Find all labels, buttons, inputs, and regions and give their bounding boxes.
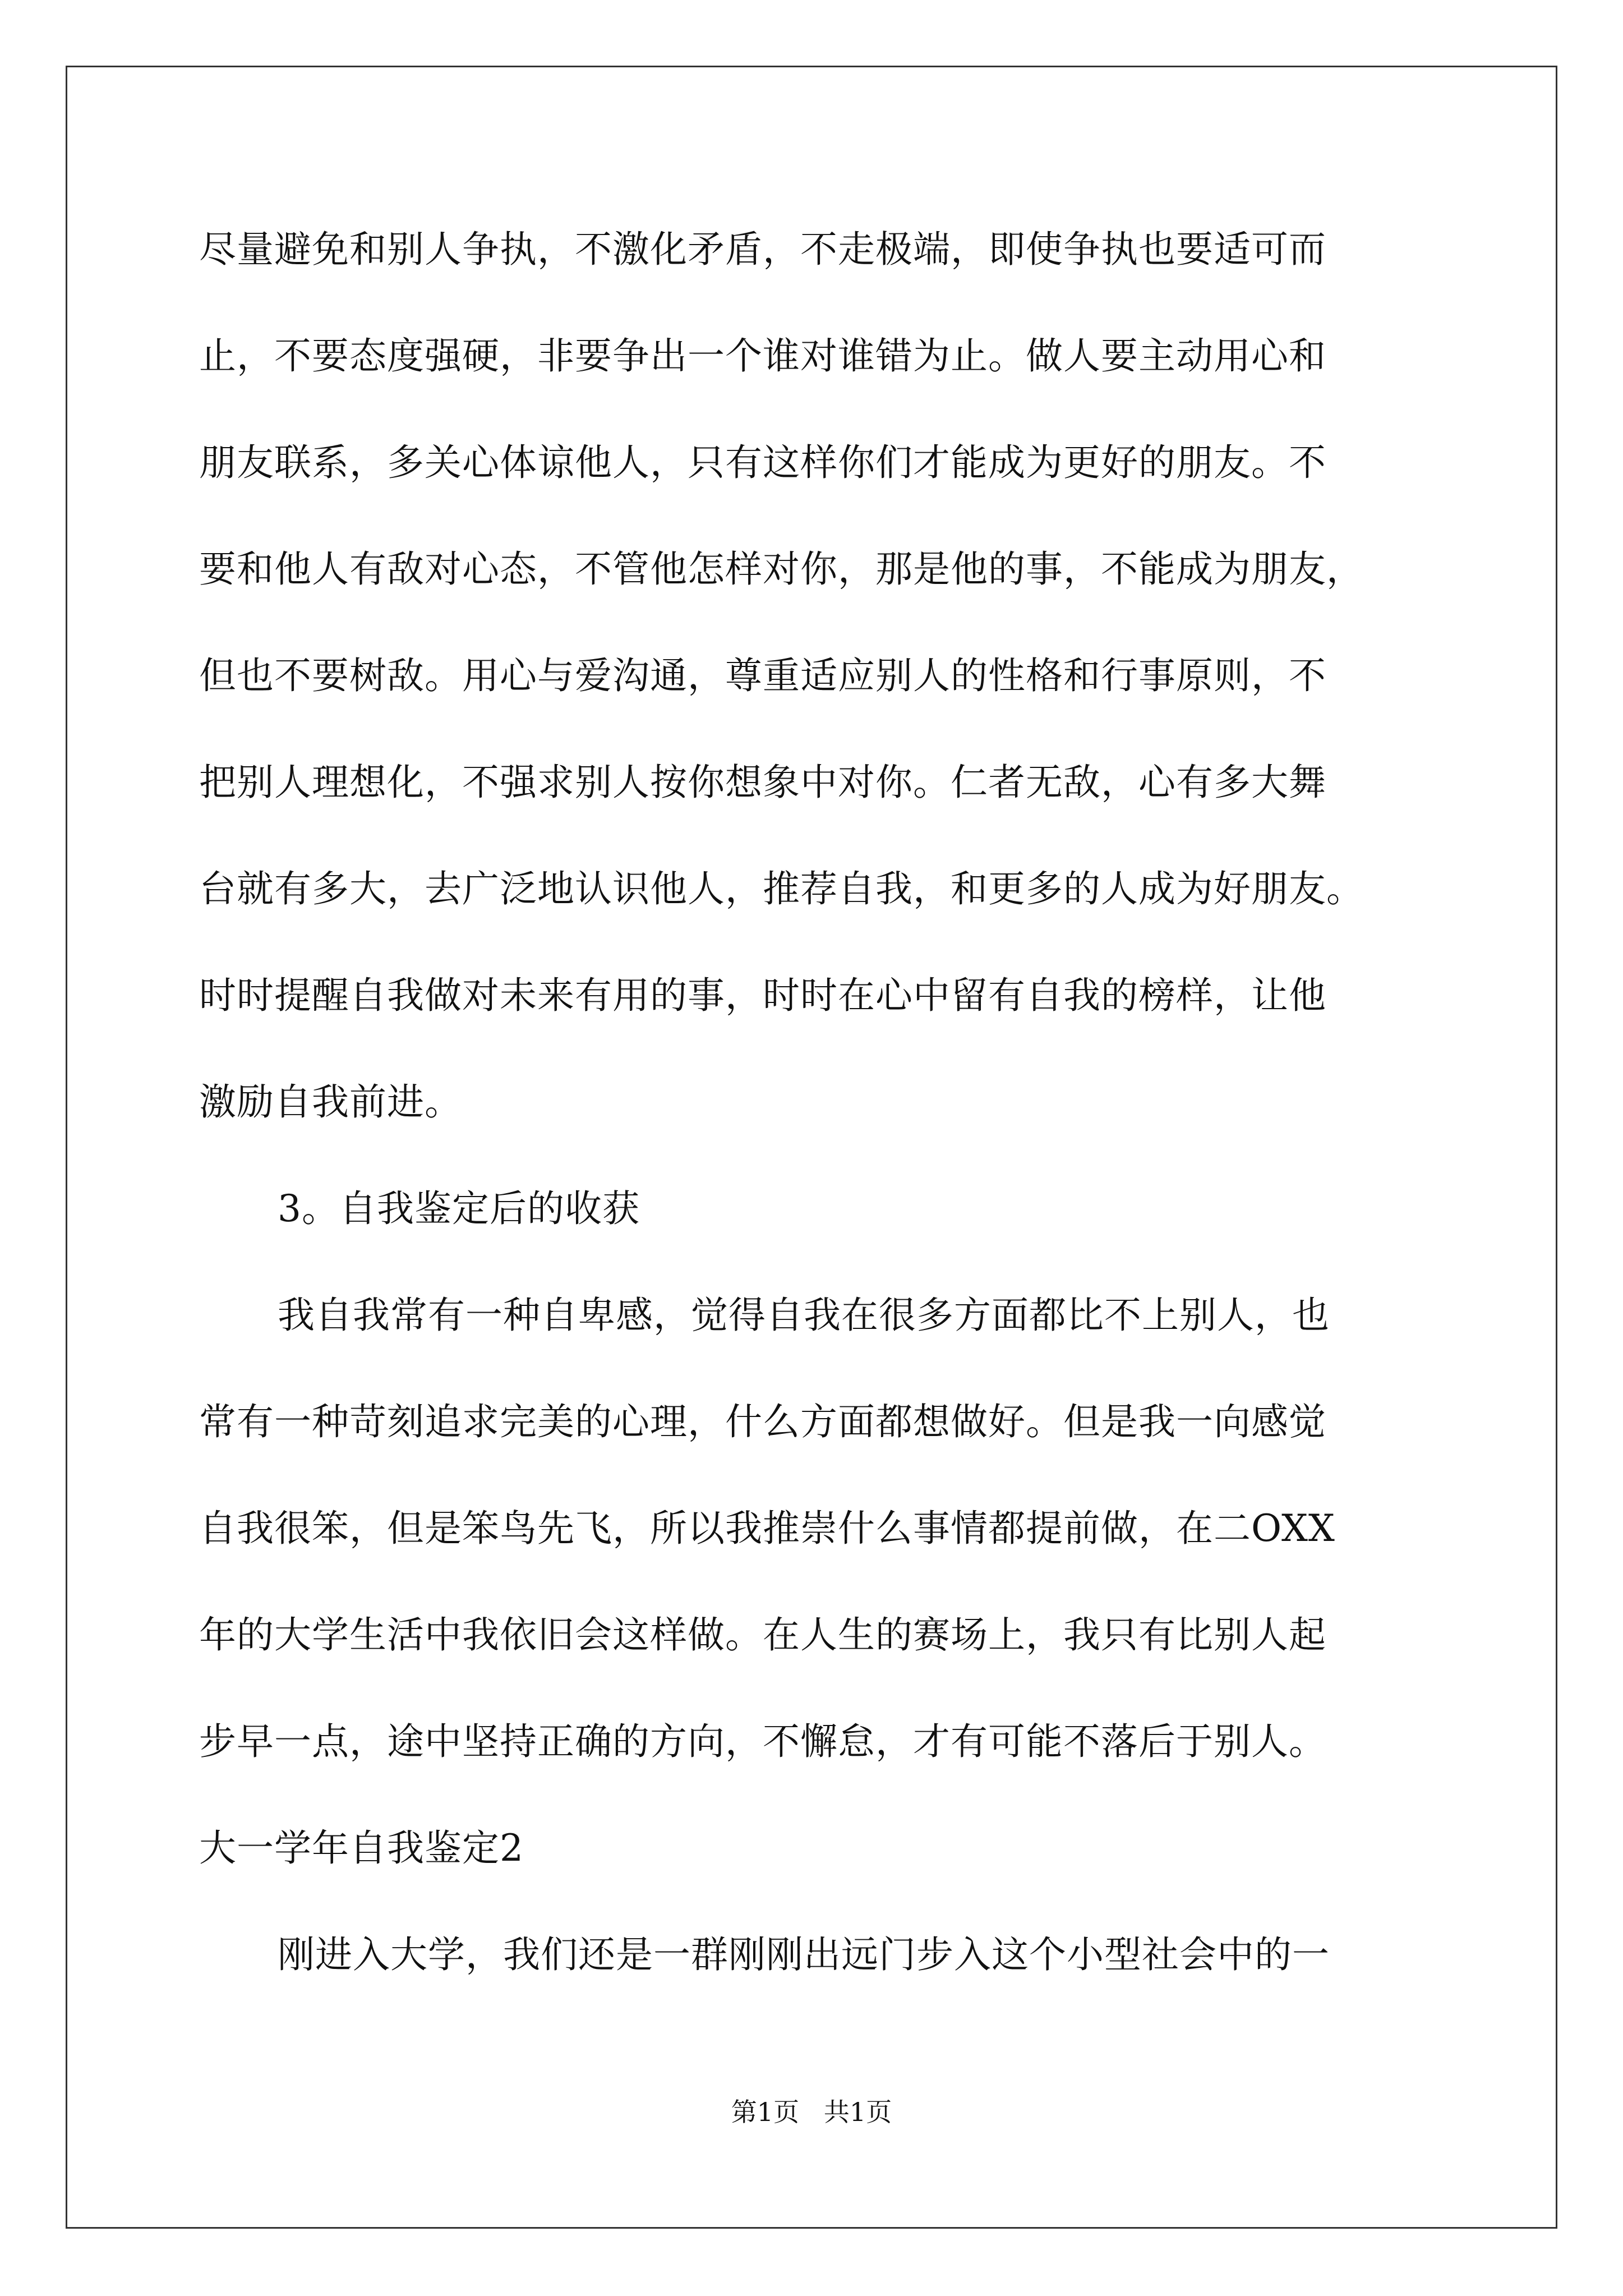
text-line: 激励自我前进。 [199, 1080, 462, 1124]
text-line: 常有一种苛刻追求完美的心理，什么方面都想做好。但是我一向感觉 [199, 1400, 1326, 1443]
text-line: 要和他人有敌对心态，不管他怎样对你，那是他的事，不能成为朋友， [199, 547, 1364, 591]
text-line: 止，不要态度强硬，非要争出一个谁对谁错为止。做人要主动用心和 [199, 334, 1326, 378]
text-line: 尽量避免和别人争执，不激化矛盾，不走极端，即使争执也要适可而 [199, 228, 1326, 271]
text-line: 我自我常有一种自卑感，觉得自我在很多方面都比不上别人，也 [278, 1294, 1330, 1337]
text-line: 但也不要树敌。用心与爱沟通，尊重适应别人的性格和行事原则，不 [199, 654, 1326, 697]
text-line: 年的大学生活中我依旧会这样做。在人生的赛场上，我只有比别人起 [199, 1613, 1326, 1657]
document-title: 大一学年自我鉴定2 [199, 1826, 524, 1870]
text-line: 刚进入大学，我们还是一群刚刚出远门步入这个小型社会中的一 [278, 1933, 1330, 1976]
page-number-footer: 第1页 共1页 [731, 2097, 892, 2127]
page-border [66, 66, 1557, 2229]
text-line: 自我很笨，但是笨鸟先飞，所以我推崇什么事情都提前做，在二OXX [199, 1507, 1335, 1550]
text-line: 把别人理想化，不强求别人按你想象中对你。仁者无敌，心有多大舞 [199, 761, 1326, 804]
text-line: 时时提醒自我做对未来有用的事，时时在心中留有自我的榜样，让他 [199, 974, 1326, 1017]
text-line: 台就有多大，去广泛地认识他人，推荐自我，和更多的人成为好朋友。 [199, 867, 1364, 910]
text-line: 朋友联系，多关心体谅他人，只有这样你们才能成为更好的朋友。不 [199, 441, 1326, 484]
section-heading: 3。自我鉴定后的收获 [278, 1187, 640, 1230]
text-line: 步早一点，途中坚持正确的方向，不懈怠，才有可能不落后于别人。 [199, 1720, 1326, 1763]
